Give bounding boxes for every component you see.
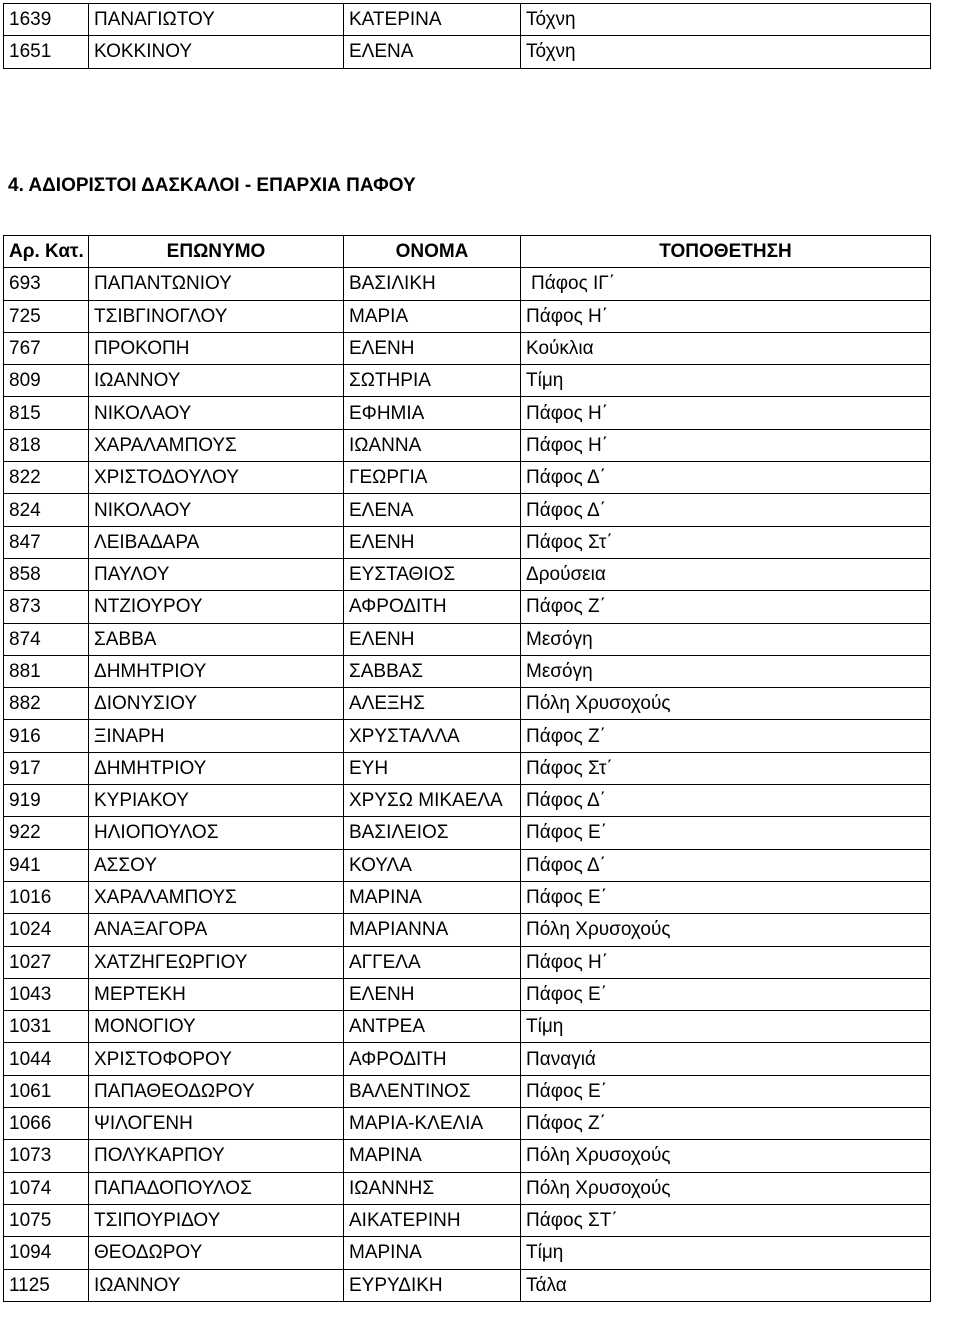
cell-num: 1066 [4,1108,89,1140]
cell-name: ΣΩΤΗΡΙΑ [344,365,521,397]
cell-num: 1027 [4,946,89,978]
cell-num: 1024 [4,914,89,946]
teachers-table [3,235,931,1302]
cell-location: Τόχνη [521,4,931,36]
cell-name: ΕΦΗΜΙΑ [344,397,521,429]
cell-name: ΜΑΡΙΑ [344,300,521,332]
cell-num: 824 [4,494,89,526]
cell-location: Τόχνη [521,36,931,68]
table-row [4,526,931,558]
table-row [4,4,931,36]
cell-name: ΒΑΛΕΝΤΙΝΟΣ [344,1075,521,1107]
cell-num: 822 [4,462,89,494]
cell-location: Πάφος ΙΓ΄ [521,268,931,300]
cell-surname: ΧΡΙΣΤΟΔΟΥΛΟΥ [89,462,344,494]
table-row [4,300,931,332]
cell-num: 1061 [4,1075,89,1107]
cell-num: 1073 [4,1140,89,1172]
cell-surname: ΠΑΠΑΘΕΟΔΩΡΟΥ [89,1075,344,1107]
table-row [4,591,931,623]
cell-num: 917 [4,752,89,784]
cell-num: 1094 [4,1237,89,1269]
table-header-row [4,236,931,268]
table-row [4,1011,931,1043]
table-row [4,946,931,978]
cell-name: ΕΥΡΥΔΙΚΗ [344,1269,521,1301]
cell-surname: ΝΤΖΙΟΥΡΟΥ [89,591,344,623]
cell-name: ΑΦΡΟΔΙΤΗ [344,1043,521,1075]
table-row [4,1237,931,1269]
table-row [4,1108,931,1140]
cell-location: Παναγιά [521,1043,931,1075]
table-row [4,752,931,784]
section-title: 4. ΑΔΙΟΡΙΣΤΟΙ ΔΑΣΚΑΛΟΙ - ΕΠΑΡΧΙΑ ΠΑΦΟΥ [8,175,416,196]
cell-name: ΕΛΕΝΗ [344,526,521,558]
cell-num: 874 [4,623,89,655]
table-row [4,817,931,849]
table-row [4,332,931,364]
cell-location: Δρούσεια [521,558,931,590]
cell-surname: ΞΙΝΑΡΗ [89,720,344,752]
cell-location: Πάφος Ζ΄ [521,720,931,752]
cell-surname: ΧΑΤΖΗΓΕΩΡΓΙΟΥ [89,946,344,978]
header-name: ΟΝΟΜΑ [344,236,521,268]
cell-name: ΜΑΡΙΝΑ [344,881,521,913]
cell-location: Μεσόγη [521,655,931,687]
cell-surname: ΠΑΠΑΝΤΩΝΙΟΥ [89,268,344,300]
cell-surname: ΠΑΥΛΟΥ [89,558,344,590]
cell-surname: ΧΑΡΑΛΑΜΠΟΥΣ [89,429,344,461]
header-surname: ΕΠΩΝΥΜΟ [89,236,344,268]
cell-num: 1651 [4,36,89,68]
table-row [4,688,931,720]
cell-location: Πάφος Ζ΄ [521,591,931,623]
cell-name: ΑΙΚΑΤΕΡΙΝΗ [344,1204,521,1236]
table-row [4,1140,931,1172]
table-row [4,462,931,494]
table-row [4,1075,931,1107]
table-row [4,849,931,881]
cell-location: Πάφος Η΄ [521,300,931,332]
cell-location: Πόλη Χρυσοχούς [521,1140,931,1172]
cell-location: Τάλα [521,1269,931,1301]
cell-name: ΕΥΗ [344,752,521,784]
cell-location: Πάφος Δ΄ [521,462,931,494]
cell-name: ΒΑΣΙΛΕΙΟΣ [344,817,521,849]
cell-surname: ΠΡΟΚΟΠΗ [89,332,344,364]
cell-surname: ΚΟΚΚΙΝΟΥ [89,36,344,68]
cell-surname: ΙΩΑΝΝΟΥ [89,365,344,397]
table-row [4,978,931,1010]
previous-section-rows [4,4,931,69]
cell-surname: ΗΛΙΟΠΟΥΛΟΣ [89,817,344,849]
cell-num: 725 [4,300,89,332]
cell-name: ΣΑΒΒΑΣ [344,655,521,687]
cell-num: 922 [4,817,89,849]
table-row [4,429,931,461]
cell-location: Πάφος Η΄ [521,397,931,429]
cell-num: 858 [4,558,89,590]
cell-surname: ΠΟΛΥΚΑΡΠΟΥ [89,1140,344,1172]
cell-surname: ΝΙΚΟΛΑΟΥ [89,494,344,526]
cell-surname: ΧΡΙΣΤΟΦΟΡΟΥ [89,1043,344,1075]
cell-name: ΕΛΕΝΗ [344,978,521,1010]
table-row [4,1269,931,1301]
cell-name: ΜΑΡΙΝΑ [344,1140,521,1172]
cell-name: ΕΛΕΝΗ [344,623,521,655]
cell-name: ΕΛΕΝΗ [344,332,521,364]
table-row [4,268,931,300]
cell-name: ΧΡΥΣΩ ΜΙΚΑΕΛΑ [344,785,521,817]
table-row [4,397,931,429]
table-row [4,558,931,590]
cell-surname: ΣΑΒΒΑ [89,623,344,655]
cell-name: ΑΝΤΡΕΑ [344,1011,521,1043]
cell-location: Πάφος Η΄ [521,429,931,461]
table-row [4,914,931,946]
table-row [4,494,931,526]
cell-num: 1016 [4,881,89,913]
cell-surname: ΑΝΑΞΑΓΟΡΑ [89,914,344,946]
cell-surname: ΝΙΚΟΛΑΟΥ [89,397,344,429]
cell-name: ΒΑΣΙΛΙΚΗ [344,268,521,300]
cell-location: Πάφος Στ΄ [521,526,931,558]
cell-num: 941 [4,849,89,881]
cell-num: 767 [4,332,89,364]
cell-location: Πόλη Χρυσοχούς [521,1172,931,1204]
table-row [4,785,931,817]
cell-name: ΕΥΣΤΑΘΙΟΣ [344,558,521,590]
cell-location: Κούκλια [521,332,931,364]
table-row [4,1172,931,1204]
table-row [4,881,931,913]
cell-num: 815 [4,397,89,429]
cell-num: 809 [4,365,89,397]
cell-name: ΑΓΓΕΛΑ [344,946,521,978]
cell-name: ΓΕΩΡΓΙΑ [344,462,521,494]
cell-location: Πόλη Χρυσοχούς [521,688,931,720]
cell-location: Πάφος ΣΤ΄ [521,1204,931,1236]
cell-surname: ΠΑΠΑΔΟΠΟΥΛΟΣ [89,1172,344,1204]
cell-num: 818 [4,429,89,461]
cell-num: 882 [4,688,89,720]
cell-surname: ΜΕΡΤΕΚΗ [89,978,344,1010]
cell-location: Μεσόγη [521,623,931,655]
table-row [4,655,931,687]
cell-surname: ΔΗΜΗΤΡΙΟΥ [89,752,344,784]
cell-location: Πάφος Δ΄ [521,785,931,817]
cell-surname: ΑΣΣΟΥ [89,849,344,881]
table-row [4,1204,931,1236]
cell-num: 847 [4,526,89,558]
cell-surname: ΨΙΛΟΓΕΝΗ [89,1108,344,1140]
cell-name: ΜΑΡΙΑΝΝΑ [344,914,521,946]
cell-surname: ΤΣΙΒΓΙΝΟΓΛΟΥ [89,300,344,332]
cell-location: Πάφος Στ΄ [521,752,931,784]
cell-location: Πάφος Ε΄ [521,817,931,849]
cell-name: ΙΩΑΝΝΑ [344,429,521,461]
cell-num: 1031 [4,1011,89,1043]
cell-name: ΜΑΡΙΑ-ΚΛΕΛΙΑ [344,1108,521,1140]
table-row [4,1043,931,1075]
cell-num: 1075 [4,1204,89,1236]
cell-name: ΚΟΥΛΑ [344,849,521,881]
cell-num: 1044 [4,1043,89,1075]
cell-num: 1043 [4,978,89,1010]
table-row [4,720,931,752]
table-row [4,623,931,655]
cell-num: 1125 [4,1269,89,1301]
cell-name: ΑΦΡΟΔΙΤΗ [344,591,521,623]
cell-num: 693 [4,268,89,300]
cell-surname: ΜΟΝΟΓΙΟΥ [89,1011,344,1043]
cell-location: Πάφος Ε΄ [521,978,931,1010]
cell-surname: ΤΣΙΠΟΥΡΙΔΟΥ [89,1204,344,1236]
cell-location: Πάφος Δ΄ [521,494,931,526]
cell-location: Τίμη [521,1011,931,1043]
cell-location: Πάφος Η΄ [521,946,931,978]
previous-section-table [3,3,931,69]
cell-surname: ΠΑΝΑΓΙΩΤΟΥ [89,4,344,36]
cell-location: Τίμη [521,1237,931,1269]
cell-location: Πόλη Χρυσοχούς [521,914,931,946]
cell-name: ΚΑΤΕΡΙΝΑ [344,4,521,36]
table-row [4,36,931,68]
cell-location: Πάφος Δ΄ [521,849,931,881]
cell-surname: ΧΑΡΑΛΑΜΠΟΥΣ [89,881,344,913]
cell-location: Τίμη [521,365,931,397]
cell-num: 919 [4,785,89,817]
cell-surname: ΚΥΡΙΑΚΟΥ [89,785,344,817]
teachers-rows [4,268,931,1302]
cell-name: ΧΡΥΣΤΑΛΛΑ [344,720,521,752]
cell-name: ΕΛΕΝΑ [344,494,521,526]
cell-num: 881 [4,655,89,687]
cell-num: 873 [4,591,89,623]
cell-num: 1639 [4,4,89,36]
cell-name: ΑΛΕΞΗΣ [344,688,521,720]
cell-name: ΕΛΕΝΑ [344,36,521,68]
cell-surname: ΘΕΟΔΩΡΟΥ [89,1237,344,1269]
cell-num: 916 [4,720,89,752]
table-row [4,365,931,397]
header-num: Αρ. Κατ. [4,236,89,268]
cell-name: ΜΑΡΙΝΑ [344,1237,521,1269]
cell-location: Πάφος Ε΄ [521,881,931,913]
cell-surname: ΔΗΜΗΤΡΙΟΥ [89,655,344,687]
cell-num: 1074 [4,1172,89,1204]
cell-location: Πάφος Ε΄ [521,1075,931,1107]
cell-surname: ΔΙΟΝΥΣΙΟΥ [89,688,344,720]
cell-surname: ΛΕΙΒΑΔΑΡΑ [89,526,344,558]
header-location: ΤΟΠΟΘΕΤΗΣΗ [521,236,931,268]
cell-surname: ΙΩΑΝΝΟΥ [89,1269,344,1301]
cell-name: ΙΩΑΝΝΗΣ [344,1172,521,1204]
cell-location: Πάφος Ζ΄ [521,1108,931,1140]
